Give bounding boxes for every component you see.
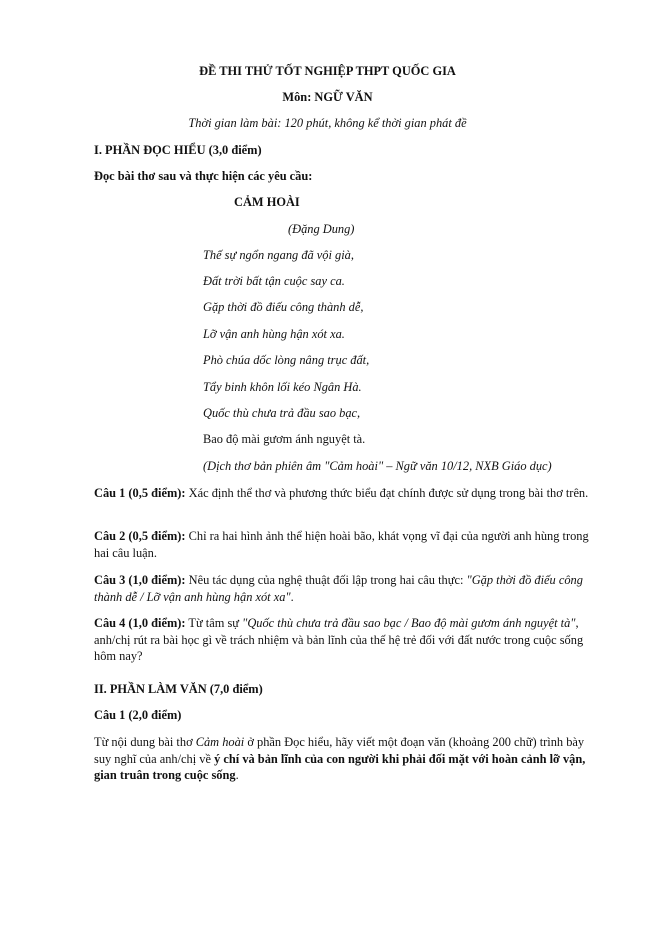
poem-line: Bao độ mài gươm ánh nguyệt tà.: [203, 432, 366, 446]
poem-title: CẢM HOÀI: [234, 195, 300, 209]
question-label: Câu 1 (0,5 điểm):: [94, 486, 186, 500]
question-text: Chỉ ra hai hình ảnh thể hiện hoài bão, khát vọng vĩ đại của người anh hùng trong hai câu luận.: [94, 529, 589, 560]
exam-time: Thời gian làm bài: 120 phút, không kể thời gian phát đề: [188, 116, 467, 130]
poem-line: Thế sự ngổn ngang đã vội già,: [203, 248, 354, 262]
question-label: Câu 3 (1,0 điểm):: [94, 573, 186, 587]
poem-line: Tẩy binh khôn lối kéo Ngân Hà.: [203, 380, 362, 394]
part2-question-1: [94, 734, 594, 784]
question-label: Câu 2 (0,5 điểm):: [94, 529, 186, 543]
part2-heading: II. PHẦN LÀM VĂN (7,0 điểm): [94, 682, 263, 696]
question-text: Xác định thể thơ và phương thức biểu đạt chính được sử dụng trong bài thơ trên.: [185, 486, 589, 500]
exam-subject: Môn: NGỮ VĂN: [282, 90, 373, 104]
poem-author: (Đặng Dung): [288, 222, 355, 236]
essay-topic: ý chí và bản lĩnh của con người khi phải đối mặt với hoàn cảnh lỡ vận, gian truân trong cuộc sống: [94, 751, 586, 782]
essay-prompt-mid: ở phần Đọc hiểu, hãy viết một đoạn văn (khoảng 200 chữ) trình bày suy nghĩ của anh/chị về: [94, 735, 585, 766]
question-text: Từ tâm sự: [185, 616, 243, 630]
essay-prompt-end: .: [235, 768, 239, 782]
poem-line: Lỡ vận anh hùng hận xót xa.: [203, 327, 345, 341]
essay-poem-title: Cảm hoài: [195, 735, 245, 749]
question-quote: "Quốc thù chưa trả đầu sao bạc / Bao độ mài gươm ánh nguyệt tà": [242, 616, 576, 630]
question-label: Câu 4 (1,0 điểm):: [94, 616, 186, 630]
poem-line: Quốc thù chưa trả đầu sao bạc,: [203, 406, 361, 420]
question-text: Nêu tác dụng của nghệ thuật đối lập trong hai câu thực:: [185, 573, 467, 587]
poem-line: Đất trời bất tận cuộc say ca.: [203, 274, 345, 288]
question-3: [94, 572, 594, 605]
poem-line: Gặp thời đồ điếu công thành dễ,: [203, 300, 364, 314]
question-tail: .: [290, 589, 294, 604]
essay-prompt-pre: Từ nội dung bài thơ: [94, 735, 196, 749]
question-1: [94, 485, 594, 502]
question-4: [94, 615, 594, 665]
exam-title: ĐỀ THI THỬ TỐT NGHIỆP THPT QUỐC GIA: [199, 64, 456, 78]
part2-question-1-label: Câu 1 (2,0 điểm): [94, 708, 182, 722]
question-tail: , anh/chị rút ra bài học gì về trách nhiệm và bản lĩnh của thế hệ trẻ đối với đất nước trong cuộc sống hôm nay?: [94, 616, 584, 663]
poem-source: (Dịch thơ bản phiên âm "Cảm hoài" – Ngữ văn 10/12, NXB Giáo dục): [203, 459, 552, 473]
poem-line: Phò chúa dốc lòng nâng trục đất,: [203, 353, 370, 367]
question-quote: "Gặp thời đồ điếu công thành dễ / Lỡ vận anh hùng hận xót xa": [94, 573, 583, 604]
question-2: [94, 528, 594, 561]
part1-instruction: Đọc bài thơ sau và thực hiện các yêu cầu:: [94, 169, 313, 183]
part1-heading: I. PHẦN ĐỌC HIỂU (3,0 điểm): [94, 143, 262, 157]
